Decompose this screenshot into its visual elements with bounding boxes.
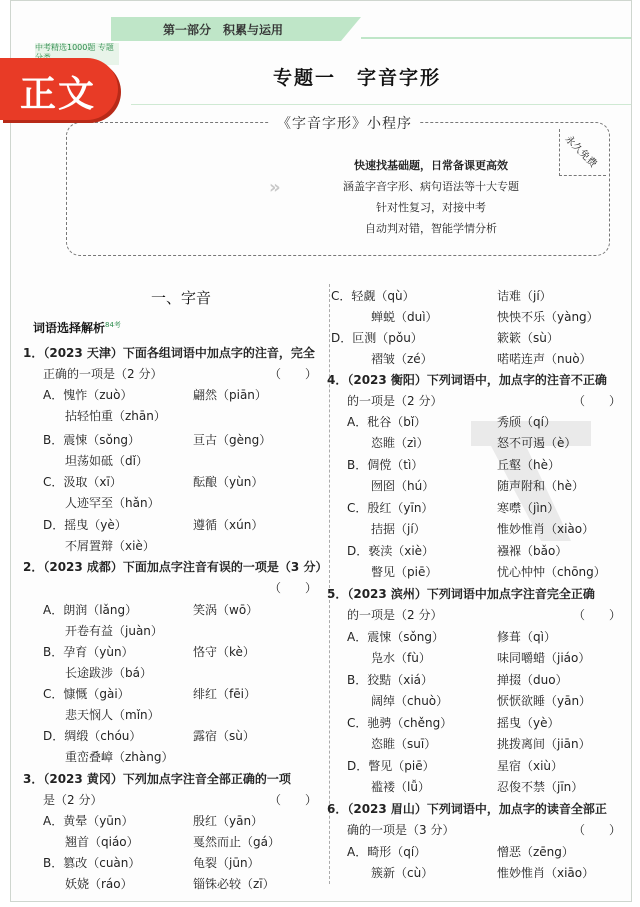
- answer-option: A．畸形（qí）: [347, 845, 427, 859]
- answer-option: 秀颀（qí）: [497, 415, 556, 429]
- subsection-heading: 词语选择解析$^{84考}$: [33, 321, 121, 335]
- answer-option: A．秕谷（bǐ）: [347, 415, 427, 429]
- answer-option: 的一项是（2 分）: [347, 394, 443, 408]
- answer-blank: （ ）: [269, 581, 318, 595]
- answer-option: 酝酿（yùn）: [193, 475, 264, 489]
- answer-option: 簌簌（sù）: [497, 331, 559, 345]
- answer-option: C．汲取（xī）: [43, 475, 122, 489]
- answer-option: 确的一项是（3 分）: [347, 823, 455, 837]
- answer-option: 长途跋涉（bá）: [65, 666, 152, 680]
- mini-program-line: 自动判对错，智能学情分析: [365, 222, 497, 235]
- answer-option: 坦荡如砥（dǐ）: [65, 454, 148, 468]
- question-stem: 4．（2023 衡阳）下列词语中，加点字的注音不正确: [327, 373, 607, 387]
- answer-option: B．震悚（sǒng）: [43, 433, 141, 447]
- answer-option: 人迹罕至（hǎn）: [65, 496, 160, 510]
- answer-option: 悲天悯人（mǐn）: [65, 708, 160, 722]
- answer-option: 亘古（gèng）: [193, 433, 272, 447]
- question-stem: 5．（2023 滨州）下列词语中加点字注音完全正确: [327, 587, 595, 601]
- answer-option: 诘难（jí）: [497, 289, 552, 303]
- answer-option: 恹恹欲睡（yān）: [497, 694, 592, 708]
- answer-option: 恣睢（zì）: [371, 436, 429, 450]
- answer-option: 拈轻怕重（zhān）: [65, 409, 166, 423]
- answer-option: B．狡黠（xiá）: [347, 673, 434, 687]
- answer-option: D．叵测（pǒu）: [331, 331, 423, 345]
- answer-option: B．倜傥（tì）: [347, 458, 424, 472]
- answer-option: 蝉蜕（duì）: [371, 310, 438, 324]
- answer-option: B．孕育（yùn）: [43, 645, 134, 659]
- answer-option: 褴褛（lǚ）: [371, 780, 430, 794]
- mini-program-line: 针对性复习，对接中考: [376, 201, 486, 214]
- book-series-label: 中考精选1000题 专题: [35, 43, 119, 65]
- answer-option: A．愧怍（zuò）: [43, 388, 133, 402]
- answer-option: 挑拨离间（jiān）: [497, 737, 591, 751]
- answer-option: 忍俊不禁（jīn）: [497, 780, 584, 794]
- answer-option: 瞥见（piē）: [371, 565, 438, 579]
- answer-option: 龟裂（jūn）: [193, 856, 260, 870]
- answer-option: 簇新（cù）: [371, 866, 434, 880]
- mini-program-line: 涵盖字音字形、病句语法等十大专题: [343, 180, 519, 193]
- answer-option: C．殷红（yīn）: [347, 501, 434, 515]
- answer-option: 掸掇（duo）: [497, 673, 568, 687]
- answer-option: A．震悚（sǒng）: [347, 630, 445, 644]
- answer-blank: （ ）: [573, 608, 622, 622]
- answer-option: 翩然（piān）: [193, 388, 267, 402]
- document-page: [10, 0, 632, 902]
- mini-program-line: 快速找基础题，日常备课更高效: [354, 159, 508, 172]
- answer-option: 殷红（yān）: [193, 814, 264, 828]
- answer-option: D．瞥见（piē）: [347, 759, 435, 773]
- answer-option: 绯红（fēi）: [193, 687, 256, 701]
- question-stem: 6．（2023 眉山）下列词语中，加点字的读音全部正: [327, 802, 607, 816]
- free-tag: 永久免费: [559, 129, 606, 176]
- corner-tag: 正文: [0, 58, 118, 120]
- question-stem: 3．（2023 黄冈）下列加点字注音全部正确的一项: [23, 772, 291, 786]
- answer-option: C．轻觑（qù）: [331, 289, 415, 303]
- answer-option: 喏喏连声（nuò）: [497, 352, 592, 366]
- answer-option: 怒不可遏（è）: [497, 436, 577, 450]
- section-heading: 一、字音: [151, 289, 212, 307]
- answer-blank: （ ）: [573, 823, 622, 837]
- answer-option: 凫水（fù）: [371, 651, 431, 665]
- answer-option: B．篡改（cuàn）: [43, 856, 141, 870]
- answer-option: 丘壑（hè）: [497, 458, 560, 472]
- answer-option: 的一项是（2 分）: [347, 608, 443, 622]
- answer-blank: （ ）: [573, 394, 622, 408]
- answer-option: 正确的一项是（2 分）: [43, 367, 163, 381]
- answer-blank: （ ）: [269, 367, 318, 381]
- answer-option: 恪守（kè）: [193, 645, 255, 659]
- question-stem: 1．（2023 天津）下面各组词语中加点字的注音，完全: [23, 346, 315, 360]
- answer-option: 惟妙惟肖（xiào）: [497, 522, 595, 536]
- answer-option: 重峦叠嶂（zhàng）: [65, 750, 174, 764]
- answer-option: 恣睢（suī）: [371, 737, 437, 751]
- double-chevron-icon: »: [269, 177, 281, 198]
- answer-option: 摇曳（yè）: [497, 716, 560, 730]
- answer-option: 憎恶（zēng）: [497, 845, 574, 859]
- answer-option: 露宿（sù）: [193, 729, 255, 743]
- answer-option: A．朗润（lǎng）: [43, 603, 138, 617]
- answer-option: C．驰骋（chěng）: [347, 716, 453, 730]
- answer-option: 是（2 分）: [43, 793, 103, 807]
- answer-option: 忧心忡忡（chōng）: [497, 565, 606, 579]
- answer-option: 星宿（xiù）: [497, 759, 564, 773]
- topic-title: 专题一 字音字形: [273, 67, 442, 89]
- answer-option: 阔绰（chuò）: [371, 694, 449, 708]
- answer-option: 遵循（xún）: [193, 518, 264, 532]
- part-label: 第一部分 积累与运用: [163, 23, 284, 37]
- answer-option: 修葺（qì）: [497, 630, 556, 644]
- question-stem: 2．（2023 成都）下面加点字注音有误的一项是（3 分）: [23, 560, 328, 574]
- answer-option: 寒噤（jìn）: [497, 501, 560, 515]
- answer-option: 拮据（jí）: [371, 522, 426, 536]
- answer-option: D．绸缎（chóu）: [43, 729, 142, 743]
- answer-option: 惟妙惟肖（xiāo）: [497, 866, 595, 880]
- answer-option: 味同嚼蜡（jiáo）: [497, 651, 591, 665]
- answer-option: 开卷有益（juàn）: [65, 624, 163, 638]
- answer-option: 不屑置辩（xiè）: [65, 539, 155, 553]
- answer-option: D．亵渎（xiè）: [347, 544, 435, 558]
- answer-option: 随声附和（hè）: [497, 479, 584, 493]
- answer-option: 锱铢必较（zī）: [193, 877, 275, 891]
- answer-option: D．摇曳（yè）: [43, 518, 127, 532]
- mini-program-title: 《字音字形》小程序: [269, 113, 420, 133]
- answer-option: 褶皱（zé）: [371, 352, 433, 366]
- answer-option: 戛然而止（gá）: [193, 835, 280, 849]
- answer-option: 襁褓（bǎo）: [497, 544, 568, 558]
- answer-blank: （ ）: [269, 793, 318, 807]
- part-header: [111, 17, 631, 41]
- answer-option: 翘首（qiáo）: [65, 835, 139, 849]
- answer-option: A．黄晕（yūn）: [43, 814, 134, 828]
- answer-option: C．慷慨（gài）: [43, 687, 130, 701]
- answer-option: 笑涡（wō）: [193, 603, 259, 617]
- answer-option: 怏怏不乐（yàng）: [497, 310, 599, 324]
- answer-option: 囫囵（hú）: [371, 479, 435, 493]
- answer-option: 妖娆（ráo）: [65, 877, 133, 891]
